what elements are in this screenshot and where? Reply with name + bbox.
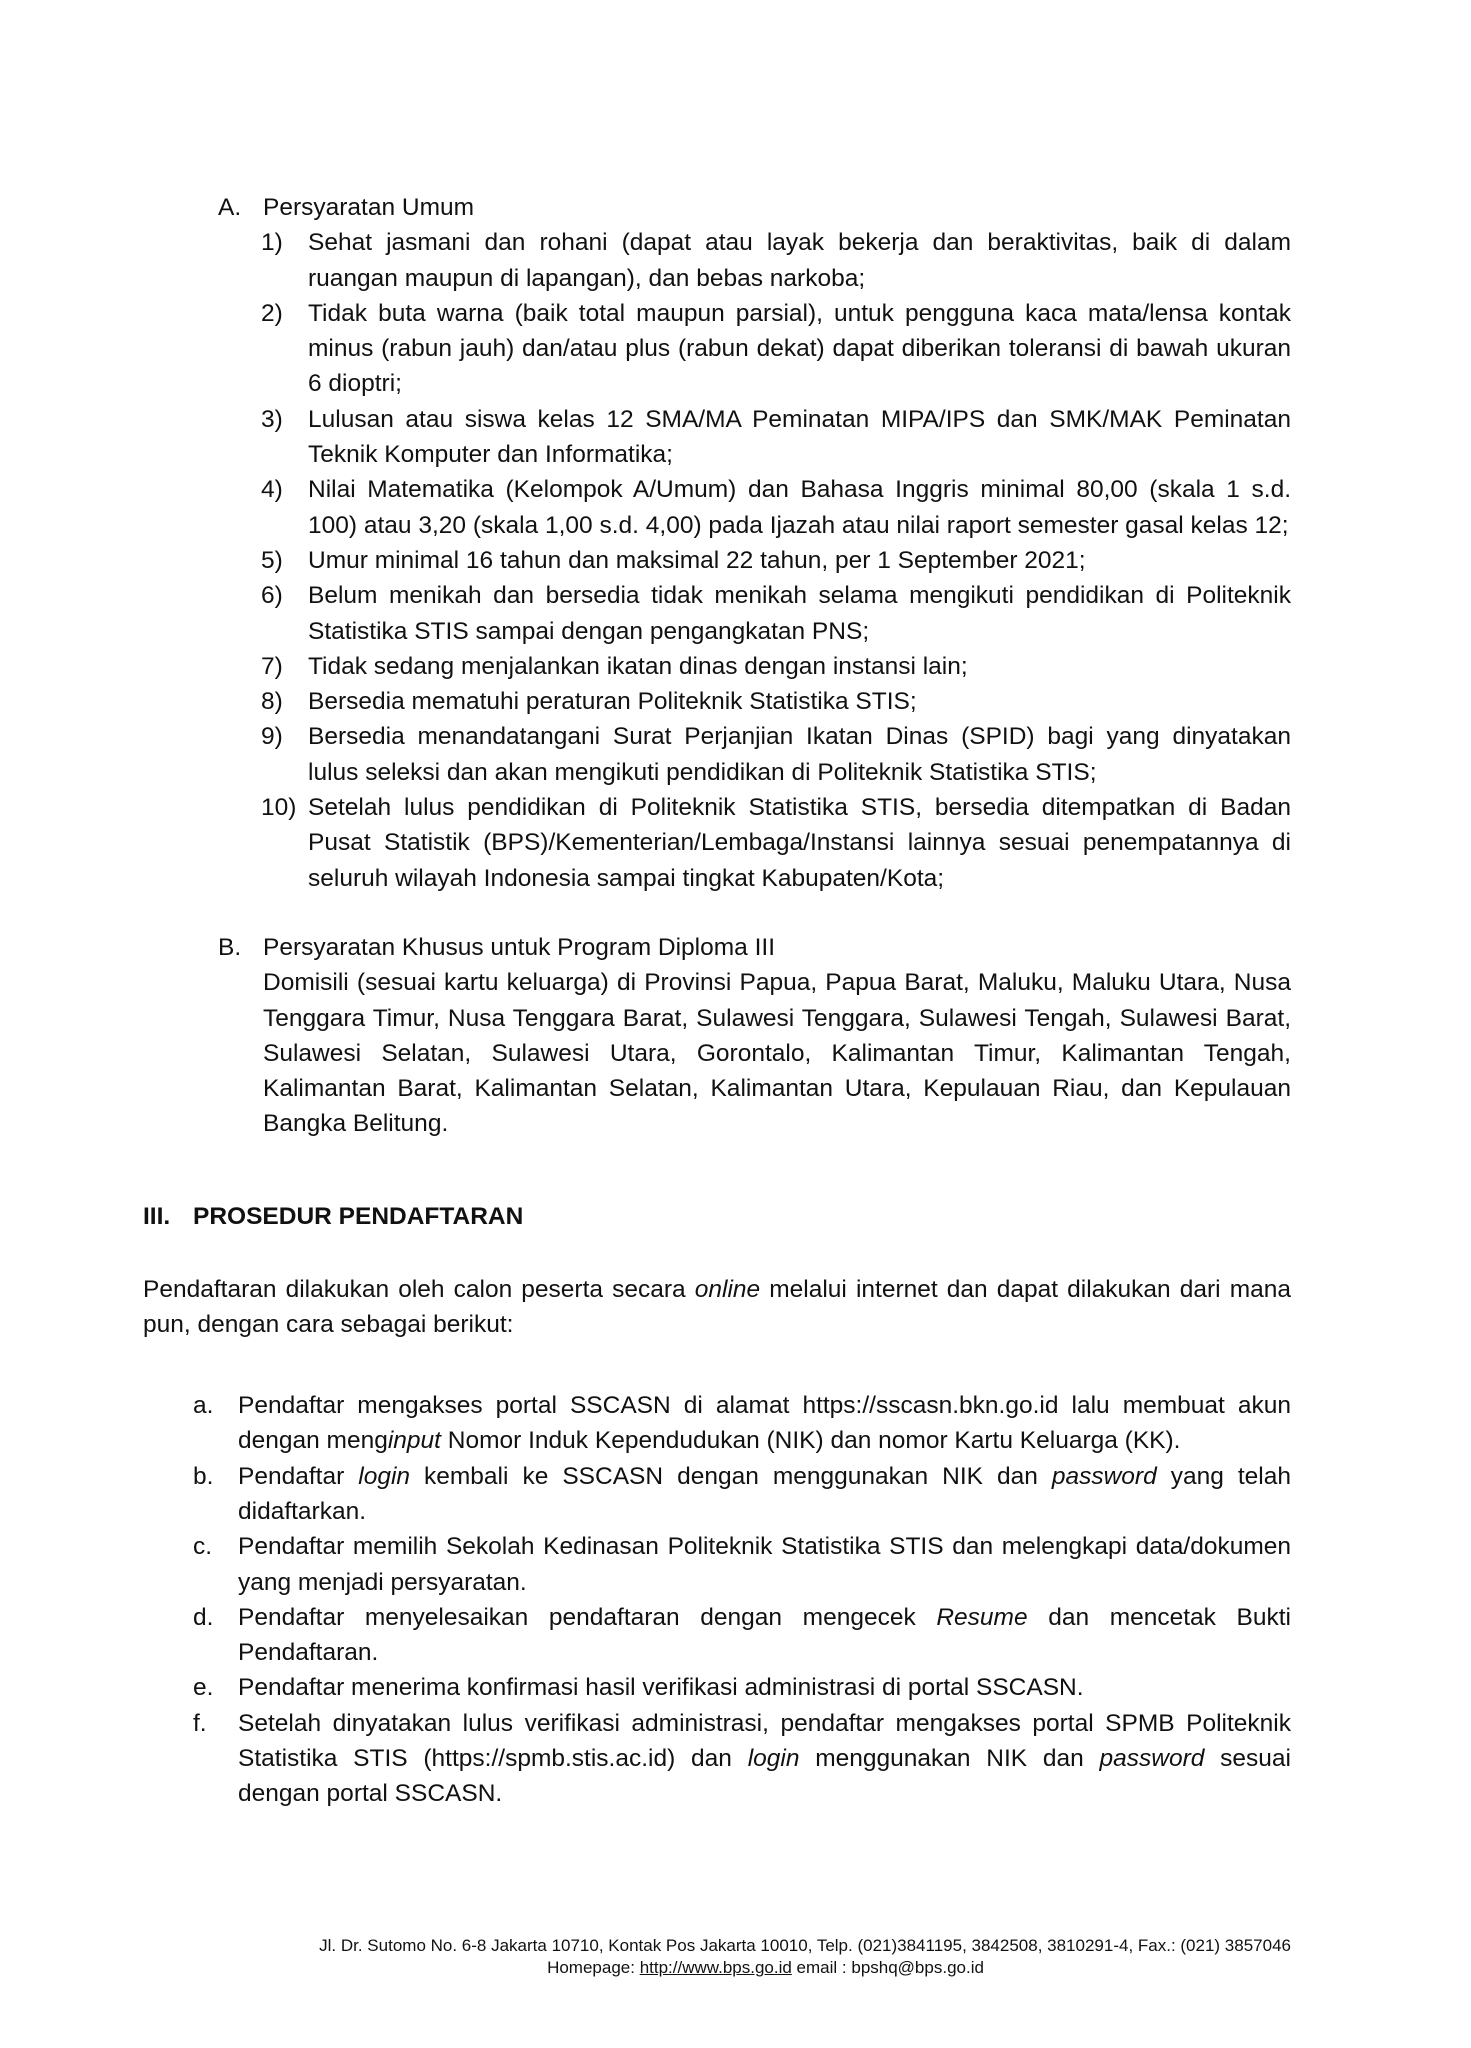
intro-text-em: online — [694, 1275, 761, 1303]
procedure-step-text: menggunakan NIK dan — [799, 1745, 1100, 1773]
procedure-step-text: Pendaftar menerima konfirmasi hasil verifikasi administrasi di portal SSCASN. — [238, 1674, 1084, 1702]
procedure-step — [193, 1670, 1291, 1705]
requirement-number: 5) — [261, 546, 283, 574]
section-b-letter: B. — [218, 933, 242, 961]
requirement-text: Bersedia mematuhi peraturan Politeknik Statistika STIS; — [308, 688, 917, 716]
procedure-step-text: kembali ke SSCASN dengan menggunakan NIK dan — [410, 1462, 1052, 1490]
procedure-step — [193, 1529, 1291, 1600]
footer — [150, 1935, 1291, 1979]
requirement-item — [263, 472, 1291, 543]
section-iii-heading — [143, 1199, 1291, 1234]
procedure-step-text: Pendaftar menyelesaikan pendaftaran dengan mengecek — [238, 1603, 937, 1631]
procedure-step-text: yang telah didaftarkan. — [238, 1462, 1291, 1525]
procedure-step-emphasis: password — [1099, 1745, 1205, 1773]
procedure-step-emphasis: Resume — [936, 1603, 1028, 1631]
requirement-number: 7) — [261, 652, 283, 680]
procedure-step-emphasis: input — [387, 1427, 441, 1455]
intro-text-2: melalui internet dan dapat dilakukan dari mana pun, dengan cara sebagai berikut: — [143, 1275, 1291, 1338]
document-content — [143, 190, 1291, 1812]
section-a-heading — [168, 190, 1291, 225]
requirement-number: 8) — [261, 688, 283, 716]
requirement-text: Umur minimal 16 tahun dan maksimal 22 tahun, per 1 September 2021; — [308, 546, 1086, 574]
requirement-text: Nilai Matematika (Kelompok A/Umum) dan Bahasa Inggris minimal 80,00 (skala 1 s.d. 100) atau 3,20 (skala 1,00 s.d. 4,00) pada Ijazah atau nilai raport semester gasal kelas 12; — [308, 476, 1291, 539]
footer-contact — [240, 1957, 1291, 1979]
procedure-step-text: sesuai dengan portal SSCASN. — [238, 1745, 1291, 1808]
procedure-step-label: e. — [193, 1674, 214, 1702]
section-iii-intro — [143, 1272, 1291, 1343]
requirement-number: 9) — [261, 723, 283, 751]
requirement-text: Tidak sedang menjalankan ikatan dinas dengan instansi lain; — [308, 652, 968, 680]
procedure-step-text: Pendaftar — [238, 1462, 359, 1490]
email-address: bpshq@bps.go.id — [851, 1958, 984, 1977]
requirement-item — [263, 402, 1291, 473]
requirement-text: Setelah lulus pendidikan di Politeknik Statistika STIS, bersedia ditempatkan di Badan Pusat Statistik (BPS)/Kementerian/Lembaga/Instansi lainnya sesuai penempatannya di seluruh wilayah Indonesia sampai tingkat Kabupaten/Kota; — [308, 794, 1291, 892]
section-b-heading — [168, 930, 1291, 965]
requirement-number: 6) — [261, 582, 283, 610]
section-iii-title: PROSEDUR PENDAFTARAN — [193, 1203, 524, 1231]
procedure-step-label: d. — [193, 1603, 214, 1631]
procedure-list — [193, 1388, 1291, 1812]
requirement-number: 4) — [261, 476, 283, 504]
requirement-item — [263, 649, 1291, 684]
procedure-step — [193, 1600, 1291, 1671]
requirement-number: 1) — [261, 229, 283, 257]
section-iii-roman: III. — [143, 1203, 171, 1231]
intro-text-1: Pendaftaran dilakukan oleh calon peserta secara — [143, 1275, 695, 1303]
section-b-title: Persyaratan Khusus untuk Program Diploma III — [263, 933, 776, 961]
procedure-step-emphasis: login — [358, 1462, 411, 1490]
email-label: email : — [791, 1958, 852, 1977]
requirement-item — [263, 719, 1291, 790]
procedure-step-text: Nomor Induk Kependudukan (NIK) dan nomor Kartu Keluarga (KK). — [441, 1427, 1181, 1455]
procedure-step-text: dan mencetak Bukti Pendaftaran. — [238, 1603, 1291, 1667]
section-a-letter: A. — [218, 194, 242, 221]
procedure-step-emphasis: login — [747, 1745, 800, 1773]
section-a-list — [263, 225, 1291, 896]
procedure-step-label: b. — [193, 1462, 214, 1490]
requirement-number: 3) — [261, 405, 283, 433]
procedure-step-text: Pendaftar mengakses portal SSCASN di alamat https://sscasn.bkn.go.id lalu membuat akun dengan meng — [238, 1392, 1291, 1455]
procedure-step-text: Setelah dinyatakan lulus verifikasi administrasi, pendaftar mengakses portal SPMB Politeknik Statistika STIS (https://spmb.stis.ac.id) dan — [238, 1709, 1291, 1773]
homepage-link[interactable]: http://www.bps.go.id — [639, 1958, 792, 1977]
procedure-step-text: Pendaftar memilih Sekolah Kedinasan Politeknik Statistika STIS dan melengkapi data/dokumen yang menjadi persyaratan. — [238, 1533, 1291, 1596]
requirement-item — [263, 790, 1291, 896]
procedure-step-emphasis: password — [1051, 1462, 1157, 1490]
requirement-text: Belum menikah dan bersedia tidak menikah selama mengikuti pendidikan di Politeknik Statistika STIS sampai dengan pengangkatan PNS; — [308, 582, 1291, 645]
requirement-number: 10) — [261, 794, 297, 822]
footer-address: Jl. Dr. Sutomo No. 6-8 Jakarta 10710, Kontak Pos Jakarta 10010, Telp. (021)3841195, 3842508, 3810291-4, Fax.: (021) 3857046 — [319, 1936, 1291, 1955]
requirement-text: Lulusan atau siswa kelas 12 SMA/MA Peminatan MIPA/IPS dan SMK/MAK Peminatan Teknik Komputer dan Informatika; — [308, 405, 1291, 469]
section-b-body: Domisili (sesuai kartu keluarga) di Provinsi Papua, Papua Barat, Maluku, Maluku Utara, Nusa Tenggara Timur, Nusa Tenggara Barat, Sulawesi Tenggara, Sulawesi Tengah, Sulawesi Barat, Sulawesi Selatan, Sulawesi Utara, Gorontalo, Kalimantan Timur, Kalimantan Tengah, Kalimantan Barat, Kalimantan Selatan, Kalimantan Utara, Kepulauan Riau, dan Kepulauan Bangka Belitung. — [263, 969, 1291, 1138]
requirement-text: Sehat jasmani dan rohani (dapat atau layak bekerja dan beraktivitas, baik di dalam ruangan maupun di lapangan), dan bebas narkoba; — [308, 229, 1291, 292]
homepage-label: Homepage: — [547, 1958, 640, 1977]
requirement-text: Bersedia menandatangani Surat Perjanjian Ikatan Dinas (SPID) bagi yang dinyatakan lulus seleksi dan akan mengikuti pendidikan di Politeknik Statistika STIS; — [308, 723, 1291, 786]
requirement-item — [263, 543, 1291, 578]
procedure-step-label: a. — [193, 1392, 214, 1420]
procedure-step — [193, 1388, 1291, 1459]
requirement-number: 2) — [261, 299, 283, 327]
requirement-item — [263, 296, 1291, 402]
procedure-step-label: f. — [193, 1709, 207, 1737]
procedure-step-label: c. — [193, 1533, 213, 1561]
section-a-title: Persyaratan Umum — [263, 194, 475, 221]
procedure-step — [193, 1706, 1291, 1812]
requirement-item — [263, 225, 1291, 296]
requirement-text: Tidak buta warna (baik total maupun parsial), untuk pengguna kaca mata/lensa kontak minus (rabun jauh) dan/atau plus (rabun dekat) dapat diberikan toleransi di bawah ukuran 6 dioptri; — [308, 299, 1291, 398]
requirement-item — [263, 578, 1291, 649]
requirement-item — [263, 684, 1291, 719]
procedure-step — [193, 1459, 1291, 1530]
